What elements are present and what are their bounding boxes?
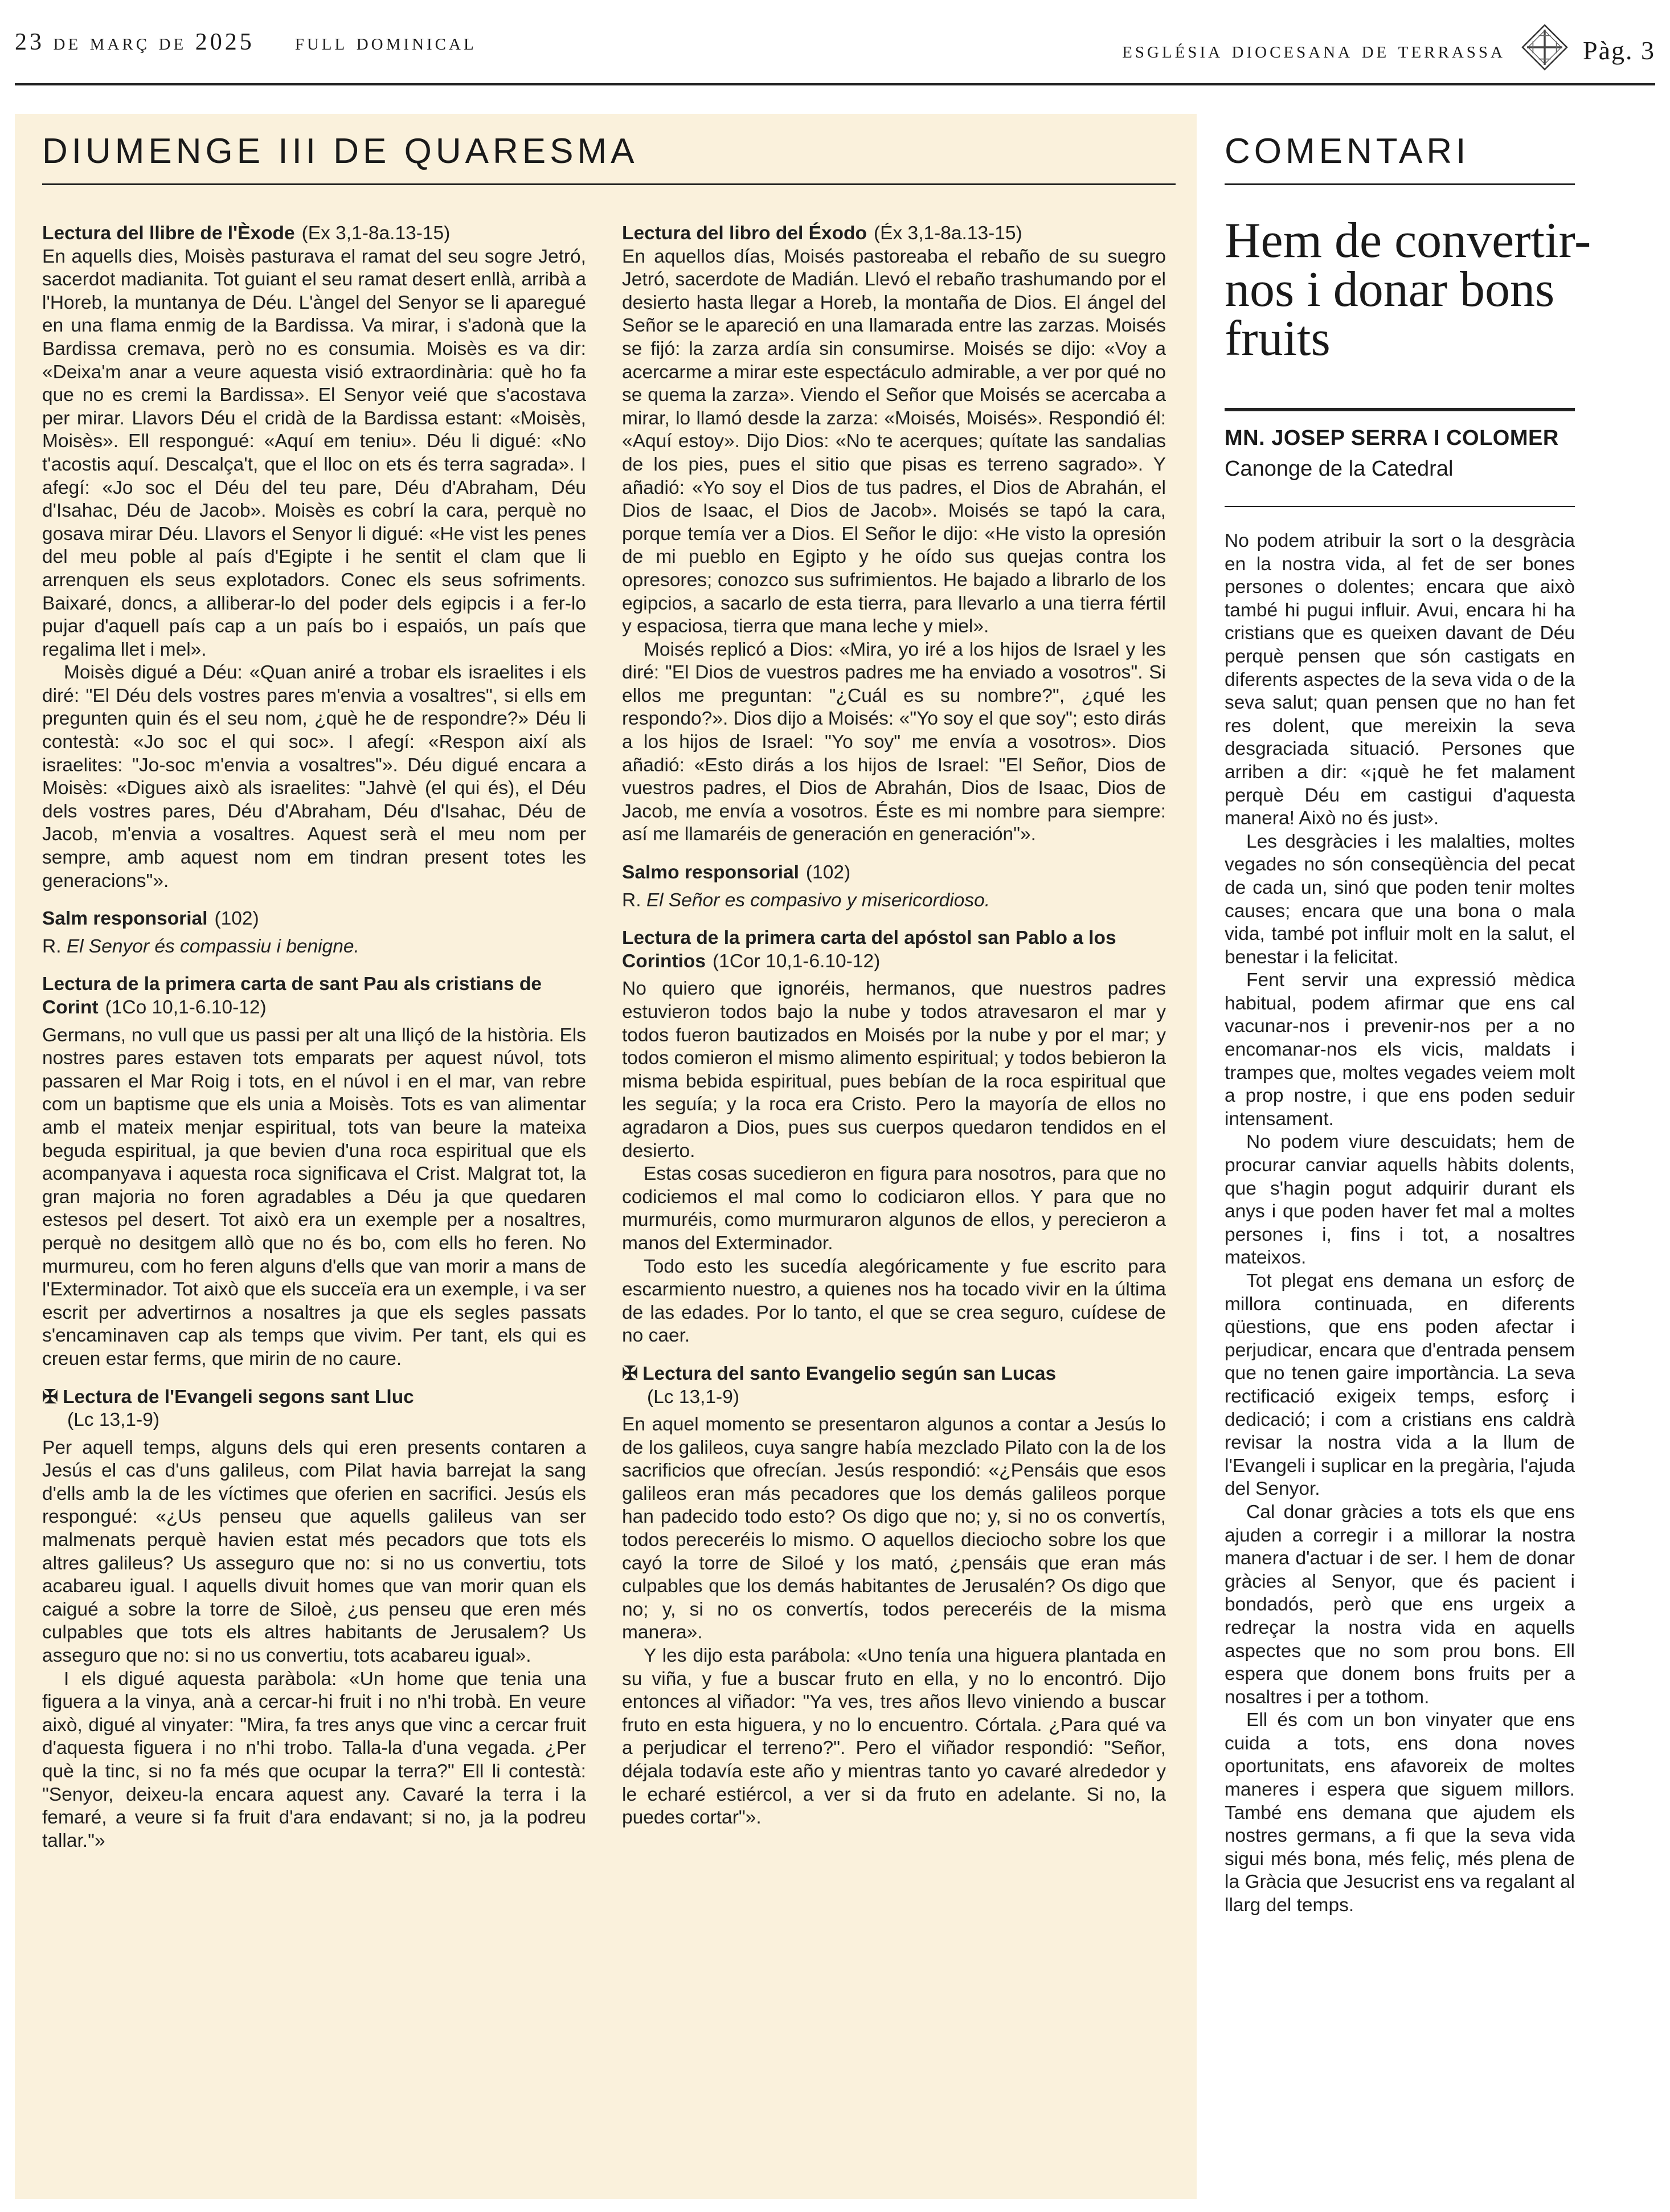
- comment-paragraph-2: Les desgràcies i les malalties, moltes vegades no són conseqüència del pecat de cada un, sinó que poden tenir moltes causes; encara que una bona o mala vida, també pot influir molt en la salut, el benestar i la felicitat.: [1225, 831, 1575, 968]
- second-reading-title-es: Lectura de la primera carta del apóstol san Pablo a los Corintios (1Cor 10,1-6.10-12): [622, 927, 1116, 972]
- spanish-readings-column: [622, 222, 1166, 1830]
- comment-headline: Hem de convertir-nos i donar bons fruits: [1225, 213, 1591, 366]
- second-reading-title-ca: Lectura de la primera carta de sant Pau als cristians de Corint (1Co 10,1-6.10-12): [42, 974, 542, 1018]
- header-right: [1122, 28, 1655, 72]
- comment-paragraph-5: Tot plegat ens demana un esforç de millora continuada, en diferents qüestions, que ens poden afectar i perjudicar, encara que d'entrada pensem que no tenen gaire importància. La seva rectificació exigeix temps, esforç i dedicació; i com a cristians ens caldrà revisar la nostra vida a la llum de l'Evangeli i suplicar en la pregària, l'ajuda del Senyor.: [1225, 1270, 1575, 1500]
- author-rule: [1225, 506, 1575, 507]
- comment-body: [1225, 530, 1575, 1917]
- readings-section-title: DIUMENGE III DE QUARESMA: [42, 132, 638, 171]
- comment-paragraph-6: Cal donar gràcies a tots els que ens ajuden a corregir i a millorar la nostra manera d'actuar i de ser. I hem de donar gràcies al Senyor, que és pacient i bondadós, però que ens urgeix a redreçar la nostra vida en aquells aspectes que no som prou bons. Ell espera que donem bons fruits per a nosaltres i per a tothom.: [1225, 1501, 1575, 1708]
- psalm-title-es: Salmo responsorial (102): [622, 862, 851, 884]
- comment-paragraph-4: No podem viure descuidats; hem de procurar canviar aquells hàbits dolents, que s'hagin pogut adquirir durant els anys i que poden haver fet mal a moltes persones i, fins i tot, a nosaltres mateixos.: [1225, 1131, 1575, 1269]
- first-reading-text-es-1: En aquellos días, Moisés pastoreaba el rebaño de su suegro Jetró, sacerdote de Madián. Llevó el rebaño trashumando por el desierto hasta llegar a Horeb, la montaña de Dios. El ángel del Señor se le apareció en una llamarada entre las zarzas. Moisés se fijó: la zarza ardía sin consumirse. Moisés se dijo: «Voy a acercarme a mirar este espectáculo admirable, a ver por qué no se quema la zarza». Viendo el Señor que Moisés se acercaba a mirar, lo llamó desde la zarza: «Moisés, Moisés». Respondió él: «Aquí estoy». Dijo Dios: «No te acerques; quítate las sandalias de los pies, pues el sitio que pisas es terreno sagrado». Y añadió: «Yo soy el Dios de tus padres, el Dios de Abrahán, el Dios de Isaac, el Dios de Jacob». Moisés se tapó la cara, porque temía ver a Dios. El Señor le dijo: «He visto la opresión de mi pueblo en Egipto y he oído sus quejas contra los opresores; conozco sus sufrimientos. He bajado a librarlo de los egipcios, a sacarlo de esta tierra, para llevarlo a una tierra fértil y espaciosa, tierra que mana leche y miel».: [622, 246, 1166, 637]
- first-reading-title-ca: Lectura del llibre de l'Èxode (Ex 3,1-8a.13-15): [42, 223, 451, 244]
- second-reading-text-es-2: Estas cosas sucedieron en figura para nosotros, para que no codiciemos el mal como lo codiciaron ellos. Y para que no murmuréis, como murmuraron algunos de ellos, y perecieron a manos del Exterminador.: [622, 1163, 1166, 1254]
- gospel-text-es-1: En aquel momento se presentaron algunos a contar a Jesús lo de los galileos, cuya sangre había mezclado Pilato con la de los sacrificios que ofrecían. Jesús respondió: «¿Pensáis que esos galileos eran más pecadores que los demás galileos porque han padecido todo esto? Os digo que no; y, si no os convertís, todos pereceréis lo mismo. O aquellos dieciocho sobre los que cayó la torre de Siloé y los mató, ¿pensáis que eran más culpables que los demás habitantes de Jerusalén? Os digo que no; y, si no os convertís, todos pereceréis de la misma manera».: [622, 1414, 1166, 1643]
- comment-author: MN. JOSEP SERRA I COLOMER: [1225, 426, 1559, 450]
- comment-paragraph-7: Ell és com un bon vinyater que ens cuida a tots, ens dona noves oportunitats, ens afavoreix de moltes maneres i espera que siguem millors. També ens demana que ajudem els nostres germans, a fi que la seva vida sigui més bona, més feliç, més plena de la Gràcia que Jesucrist ens va regalant al llarg del temps.: [1225, 1710, 1575, 1916]
- page-header: [15, 21, 1655, 85]
- comment-section-title: COMENTARI: [1225, 132, 1470, 171]
- first-reading-title-es: Lectura del libro del Éxodo (Éx 3,1-8a.13-15): [622, 223, 1022, 244]
- headline-rule: [1225, 408, 1575, 411]
- gospel-text-es-2: Y les dijo esta parábola: «Uno tenía una higuera plantada en su viña, y fue a buscar fruto en ella, y no lo encontró. Dijo entonces al viñador: "Ya ves, tres años llevo viniendo a buscar fruto en esta higuera, y no lo encuentro. Córtala. ¿Para qué va a perjudicar el terreno?". Pero el viñador respondió: "Señor, déjala todavía este año y mientras tanto yo cavaré alrededor y le echaré estiércol, a ver si da fruto en adelante. Si no, la puedes cortar"».: [622, 1645, 1166, 1829]
- comment-author-role: Canonge de la Catedral: [1225, 457, 1454, 481]
- gospel-title-ca: ✠ Lectura de l'Evangeli segons sant Lluc (Lc 13,1-9): [42, 1386, 414, 1431]
- comment-title-rule: [1225, 183, 1575, 185]
- gospel-text-ca-2: I els digué aquesta paràbola: «Un home que tenia una figuera a la vinya, anà a cercar-hi fruit i no n'hi trobà. En veure això, digué al vinyater: "Mira, fa tres anys que vinc a cercar fruit d'aquesta figuera i no n'hi trobo. Talla-la d'una vegada. ¿Per què la tinc, si no fa més que ocupar la terra?" Ell li contestà: "Senyor, deixeu-la encara aquest any. Cavaré la terra i la femaré, a veure si fa fruit d'ara endavant; si no, ja la podreu tallar."»: [42, 1668, 586, 1851]
- gospel-text-ca-1: Per aquell temps, alguns dels qui eren presents contaren a Jesús el cas d'uns galileus, com Pilat havia barrejat la sang d'ells amb la de les víctimes que oferien en sacrifici. Jesús els respongué: «¿Us penseu que aquells galileus van ser malmenats perquè havien estat més pecadors que tots els altres galileus? Us asseguro que no: si no us convertiu, tots acabareu igual. I aquells divuit homes que van morir quan els caigué a sobre la torre de Siloè, ¿us penseu que eren més culpables que tots els altres habitants de Jerusalem? Us asseguro que no: si no us convertiu, tots acabareu igual».: [42, 1437, 586, 1667]
- diocese-cross-logo-icon: [1520, 23, 1569, 72]
- first-reading-text-ca-1: En aquells dies, Moisès pasturava el ramat del seu sogre Jetró, sacerdot madianita. Tot guiant el seu ramat desert enllà, arribà a l'Horeb, la muntanya de Déu. L'àngel del Senyor se li aparegué en una flama enmig de la Bardissa. Va mirar, i s'adonà que la Bardissa cremava, però no es consumia. Moisès es va dir: «Deixa'm anar a veure aquesta visió extraordinària: què ho fa que no es cremi la Bardissa». El Senyor veié que s'acostava per mirar. Llavors Déu el cridà de la Bardissa estant: «Moisès, Moisès». Ell respongué: «Aquí em teniu». Déu li digué: «No t'acostis aquí. Descalça't, que el lloc on ets és terra sagrada». I afegí: «Jo soc el Déu del teu pare, Déu d'Abraham, Déu d'Isahac, Déu de Jacob». Moisès es cobrí la cara, perquè no gosava mirar Déu. Llavors el Senyor li digué: «He vist les penes del meu poble al país d'Egipte i he sentit el clam que li arrenquen els seus explotadors. Conec els seus sofriments. Baixaré, doncs, a alliberar-lo del poder dels egipcis i a fer-lo pujar d'aquell país cap a un país bo i espaiós, un país que regalima llet i mel».: [42, 246, 586, 660]
- diocese-name: església diocesana de terrassa: [1122, 37, 1505, 63]
- issue-date: 23 de març de 2025: [15, 29, 255, 55]
- publication-name: full dominical: [294, 29, 477, 55]
- catalan-readings-column: [42, 222, 586, 1853]
- comment-paragraph-3: Fent servir una expressió mèdica habitual, podem afirmar que ens cal vacunar-nos i prevenir-nos per a no encomanar-nos els vicis, maldats i trampes que, moltes vegades veiem molt a prop nostre, i que ens poden seduir intensament.: [1225, 970, 1575, 1130]
- psalm-response-ca: R. El Senyor és compassiu i benigne.: [42, 935, 359, 957]
- readings-title-rule: [42, 183, 1176, 185]
- gospel-title-es: ✠ Lectura del santo Evangelio según san Lucas (Lc 13,1-9): [622, 1363, 1057, 1408]
- page-number: Pàg. 3: [1583, 35, 1655, 65]
- second-reading-text-es-3: Todo esto les sucedía alegóricamente y fue escrito para escarmiento nuestro, a quienes nos ha tocado vivir en la última de las edades. Por lo tanto, el que se crea seguro, cuídese de no caer.: [622, 1256, 1166, 1347]
- psalm-response-es: R. El Señor es compasivo y misericordioso.: [622, 889, 990, 911]
- first-reading-text-ca-2: Moisès digué a Déu: «Quan aniré a trobar els israelites i els diré: "El Déu dels vostres pares m'envia a vosaltres", si ells em pregunten quin és el seu nom, ¿què he de respondre?» Déu li contestà: «Jo soc el qui soc». I afegí: «Respon així als israelites: "Jo-soc m'envia a vosaltres"». Déu digué encara a Moisès: «Digues això als israelites: "Jahvè (el qui és), el Déu dels vostres pares, Déu d'Abraham, Déu d'Isahac, Déu de Jacob, m'envia a vosaltres. Aquest serà el meu nom per sempre, amb aquest nom em tindran present totes les generacions"».: [42, 662, 586, 892]
- comment-paragraph-1: No podem atribuir la sort o la desgràcia en la nostra vida, al fet de ser bones persones o dolentes; encara que això també hi pugui influir. Avui, encara hi ha cristians que es queixen davant de Déu perquè pensen que són castigats en diferents aspectes de la seva vida o de la seva salut; quan pensen que no han fet res dolent, que mereixin la seva desgraciada situació. Persones que arriben a dir: «¡què he fet malament perquè Déu em castigui d'aquesta manera! Això no és just».: [1225, 530, 1575, 829]
- second-reading-text-ca: Germans, no vull que us passi per alt una lliçó de la història. Els nostres pares estaven tots emparats per aquest núvol, tots passaren el Mar Roig i tots, en el núvol i en el mar, van rebre com un baptisme que els unia a Moisès. Tots es van alimentar amb el mateix menjar espiritual, tots van beure la mateixa beguda espiritual, ja que bevien d'una roca espiritual que els acompanyava i aquesta roca significava el Crist. Malgrat tot, la gran majoria no foren agradables a Déu ja que quedaren estesos pel desert. Tot això era un exemple per a nosaltres, perquè no desitgem allò que no és bo, com ells ho feren. No murmureu, com ho feren alguns d'ells que van morir a mans de l'Exterminador. Tot això que els succeïa era un exemple, i va ser escrit per advertirnos a nosaltres ja que els segles passats s'encaminaven cap als temps que vivim. Per tant, els qui es creuen estar ferms, que mirin de no caure.: [42, 1024, 586, 1369]
- psalm-title-ca: Salm responsorial (102): [42, 908, 259, 930]
- second-reading-text-es-1: No quiero que ignoréis, hermanos, que nuestros padres estuvieron todos bajo la nube y todos atravesaron el mar y todos fueron bautizados en Moisés por la nube y por el mar; y todos comieron el mismo alimento espiritual; y todos bebieron la misma bebida espiritual, pues bebían de la roca espiritual que les seguía; y la roca era Cristo. Pero la mayoría de ellos no agradaron a Dios, pues sus cuerpos quedaron tendidos en el desierto.: [622, 978, 1166, 1162]
- first-reading-text-es-2: Moisés replicó a Dios: «Mira, yo iré a los hijos de Israel y les diré: "El Dios de vuestros padres me ha enviado a vosotros". Si ellos me preguntan: "¿Cuál es su nombre?", ¿qué les respondo?». Dios dijo a Moisés: «"Yo soy el que soy"; esto dirás a los hijos de Israel: "Yo soy" me envía a vosotros». Dios añadió: «Esto dirás a los hijos de Israel: "El Señor, Dios de vuestros padres, el Dios de Abrahán, Dios de Isaac, Dios de Jacob, me envía a vosotros. Éste es mi nombre para siempre: así me llamaréis de generación en generación"».: [622, 639, 1166, 845]
- header-left: [15, 28, 477, 56]
